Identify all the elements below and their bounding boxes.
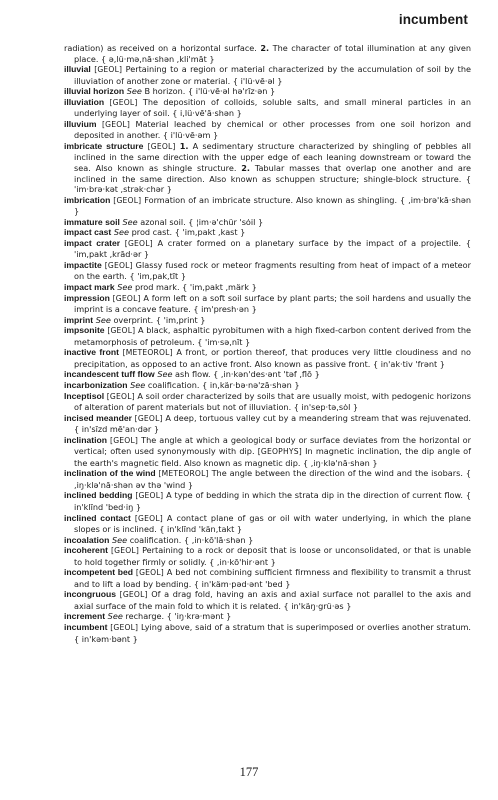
dictionary-entry — [64, 468, 471, 490]
entry-headword: inclination — [64, 434, 107, 445]
pronunciation: { 'im,print } — [155, 314, 206, 325]
pronunciation: { in'ak·tiv 'frənt } — [372, 358, 445, 369]
dictionary-entry — [64, 43, 471, 64]
entry-list — [64, 43, 471, 644]
definition-text: prod cast. — [129, 227, 175, 238]
dictionary-entry — [64, 315, 471, 326]
pronunciation: { 'im,pakt ,kast } — [174, 227, 246, 238]
subject-label: [GEOL] — [135, 568, 164, 578]
pronunciation: { 'im·brə·kət ,strək·chər } — [74, 173, 471, 195]
pronunciation: { 'im·sə,nīt } — [197, 336, 251, 347]
sense-number: 2. — [241, 163, 250, 174]
subject-label: [GEOL] — [134, 513, 163, 523]
definition-text: ash flow. — [172, 369, 214, 380]
pronunciation: { ,iŋ·klə'nā·shən } — [303, 457, 378, 468]
definition-text: Pertaining to a region or material characterized by the accumulation of soil by the illuviation of another zone or material. — [74, 64, 471, 86]
entry-headword: inactive front — [64, 347, 119, 358]
entry-headword: incongruous — [64, 589, 117, 600]
dictionary-entry — [64, 227, 471, 238]
entry-headword: impactite — [64, 259, 102, 270]
definition-text: A crater formed on a planetary surface by the impact of a projectile. — [152, 237, 466, 248]
definition-text: B horizon. — [141, 86, 188, 97]
entry-headword: incumbent — [64, 621, 108, 632]
definition-text: Tabular masses that overlap one another and are inclined in the same direction. Also known as schuppen structure; shingle-block structure. — [74, 163, 471, 184]
dictionary-entry — [64, 119, 471, 141]
pronunciation: { in'kəm·bənt } — [74, 633, 138, 644]
dictionary-entry — [64, 369, 471, 380]
definition-text: A front, or portion thereof, that produces very little cloudiness and no precipitation, as opposed to an active front. Also known as passive front. — [74, 347, 471, 369]
entry-headword: inclination of the wind — [64, 468, 156, 479]
definition-text: prod mark. — [132, 282, 183, 293]
subject-label: [GEOL] — [104, 260, 133, 270]
pronunciation: { in,kär·bə·nə'zā·shən } — [202, 379, 300, 390]
subject-label: [GEOL] — [134, 413, 163, 423]
definition-text: overprint. — [110, 314, 156, 325]
definition-text: A soil order characterized by soils that are usually moist, with pedogenic horizons of alteration of parent materials but not of illuviation. — [74, 390, 471, 413]
pronunciation: { in'käŋ·grü·əs } — [283, 600, 352, 611]
entry-headword: incoherent — [64, 545, 108, 556]
subject-label: [GEOL] — [124, 238, 153, 248]
dictionary-entry — [64, 513, 471, 535]
definition-text: radiation) as received on a horizontal surface. — [64, 43, 261, 53]
definition-text: azonal soil. — [137, 216, 189, 227]
definition-text: The deposition of colloids, soluble salts, and small mineral particles in an underlying layer of soil. — [74, 96, 471, 119]
definition-text: A bed not combining sufficient firmness and flexibility to transmit a thrust and to lift a load by bending. — [74, 567, 471, 589]
dictionary-entry — [64, 589, 471, 611]
subject-label: [GEOL] — [112, 293, 141, 303]
entry-headword: impsonite — [64, 325, 105, 336]
pronunciation: { ¦im·ə'chür 'sȯil } — [188, 216, 264, 227]
pronunciation: { i'lü·vē·əl hə'rīz·ən } — [187, 86, 276, 97]
pronunciation: { 'im,pak,tīt } — [129, 271, 186, 282]
dictionary-entry — [64, 535, 471, 546]
definition-text: A contact plane of gas or oil with water underlying, in which the plane slopes or is inclined. — [74, 512, 471, 535]
dictionary-entry — [64, 622, 471, 644]
dictionary-entry — [64, 611, 471, 622]
entry-headword: imbrication — [64, 194, 111, 205]
entry-headword: incoalation — [64, 534, 110, 545]
entry-headword: impact cast — [64, 227, 112, 238]
pronunciation: { ,im·brə'kā·shən } — [74, 194, 471, 217]
entry-headword: impact mark — [64, 282, 115, 293]
dictionary-entry — [64, 380, 471, 391]
subject-label: [GEOL] — [113, 195, 142, 205]
definition-text: Pertaining to a rock or deposit that is loose or unconsolidated, or that is unable to hold together firmly or solidly. — [74, 545, 471, 567]
pronunciation: { in'sep·tə,sȯl } — [293, 402, 359, 413]
pronunciation: { ,in·kō'lā·shən } — [183, 534, 254, 545]
pronunciation: { in'käm·pəd·ənt 'bed } — [193, 578, 291, 589]
dictionary-entry — [64, 141, 471, 195]
entry-headword: inclined bedding — [64, 490, 133, 501]
entry-headword: illuviation — [64, 96, 105, 107]
cross-reference-see: See — [130, 379, 146, 390]
entry-headword: imbricate structure — [64, 140, 144, 151]
pronunciation: { im'presh·ən } — [193, 304, 257, 315]
dictionary-entry — [64, 293, 471, 315]
subject-label: [METEOROL] — [158, 469, 209, 479]
subject-label: [METEOROL] — [122, 348, 173, 358]
subject-label: [GEOL] — [106, 391, 135, 401]
entry-headword: impression — [64, 292, 110, 303]
cross-reference-see: See — [107, 611, 123, 622]
definition-text: In magnetic inclination, the dip angle of the earth's magnetic field. Also known as magnetic dip. — [74, 446, 472, 468]
cross-reference-see: See — [95, 314, 111, 325]
subject-label: [GEOL] — [119, 590, 148, 600]
subject-label: [GEOL] — [109, 97, 138, 107]
subject-label: [GEOL] — [94, 65, 123, 75]
dictionary-entry — [64, 347, 471, 369]
cross-reference-see: See — [126, 86, 142, 97]
definition-text: Material leached by chemical or other processes from one soil horizon and deposited in another. — [74, 118, 471, 141]
cross-reference-see: See — [157, 369, 173, 380]
pronunciation: { ,iŋ·klə'nā·shən əv thə 'wind } — [74, 468, 471, 490]
dictionary-entry — [64, 217, 471, 228]
dictionary-entry — [64, 64, 471, 86]
cross-reference-see: See — [113, 227, 130, 238]
pronunciation: { i'lü·vē·əl } — [232, 75, 283, 86]
entry-headword: incarbonization — [64, 379, 128, 390]
entry-headword: increment — [64, 611, 106, 622]
dictionary-entry — [64, 545, 471, 567]
definition-text: The angle at which a geological body or surface deviates from the horizontal or vertical; often used synonymously with dip. — [74, 434, 471, 457]
entry-headword: impact crater — [64, 237, 121, 248]
running-head: incumbent — [398, 12, 468, 27]
definition-text: The angle between the direction of the wind and the isobars. — [208, 468, 466, 479]
pronunciation: { i,lü·vē'ā·shən } — [172, 108, 242, 119]
sense-number: 1. — [179, 140, 189, 151]
dictionary-entry — [64, 490, 471, 512]
entry-headword: illuvial — [64, 64, 91, 75]
entry-headword: incised meander — [64, 412, 132, 423]
pronunciation: { in'sīzd mē'an·dər } — [74, 424, 159, 435]
definition-text: recharge. — [122, 611, 167, 622]
definition-text: Lying above, said of a stratum that is superimposed or overlies another stratum. — [138, 621, 471, 632]
subject-label: [GEOL] — [107, 326, 136, 336]
definition-text: A black, asphaltic pyrobitumen with a high fixed-carbon content derived from the metamorphosis of petroleum. — [74, 325, 471, 347]
subject-label: [GEOL] — [147, 141, 176, 151]
dictionary-entry — [64, 86, 471, 97]
entry-headword: illuvium — [64, 118, 97, 129]
pronunciation: { 'im,pakt ,krād·ər } — [74, 237, 471, 260]
dictionary-entry — [64, 413, 471, 435]
entry-headword: immature soil — [64, 216, 120, 227]
pronunciation: { 'im,pakt ,märk } — [182, 282, 257, 293]
dictionary-entry — [64, 195, 471, 217]
definition-text: Formation of an imbricate structure. Also known as shingling. — [141, 194, 400, 205]
entry-headword: incandescent tuff flow — [64, 369, 155, 380]
entry-headword: Inceptisol — [64, 390, 105, 401]
pronunciation: { ,in·kən'des·ənt 'təf ,flō } — [213, 369, 320, 380]
definition-text: A type of bedding in which the strata dip in the direction of current flow. — [163, 490, 466, 501]
definition-text: A sedimentary structure characterized by shingling of pebbles all inclined in the same direction with the upper edge of each leaning downstream or toward the sea. Also known as shingle structure. — [74, 140, 471, 174]
cross-reference-see: See — [122, 216, 138, 227]
dictionary-entry — [64, 282, 471, 293]
pronunciation: { 'iŋ·krə·mənt } — [166, 611, 232, 622]
subject-label: [GEOL] — [101, 119, 130, 129]
dictionary-entry — [64, 567, 471, 589]
pronunciation: { ,in·kō'hir·ənt } — [209, 556, 276, 567]
subject-label: [GEOPHYS] — [257, 447, 302, 457]
dictionary-entry — [64, 435, 471, 469]
dictionary-entry — [64, 391, 471, 413]
subject-label: [GEOL] — [135, 491, 164, 501]
definition-text: coalification. — [127, 534, 184, 545]
entry-headword: illuvial horizon — [64, 86, 125, 97]
entry-headword: incompetent bed — [64, 567, 134, 578]
pronunciation: { in'klīnd 'bed·iŋ } — [74, 490, 471, 512]
dictionary-entry — [64, 97, 471, 119]
definition-text: The character of total illumination at any given place. — [74, 43, 471, 64]
pronunciation: { in'klīnd 'kän,takt } — [159, 524, 243, 535]
pronunciation: { i'lü·vē·əm } — [162, 130, 219, 141]
entry-headword: inclined contact — [64, 512, 131, 523]
definition-text: Glassy fused rock or meteor fragments resulting from heat of impact of a meteor on the earth. — [74, 259, 471, 282]
cross-reference-see: See — [117, 282, 133, 293]
sense-number: 2. — [260, 43, 270, 53]
subject-label: [GEOL] — [110, 622, 139, 632]
dictionary-entry — [64, 260, 471, 282]
definition-text: coalification. — [145, 379, 203, 390]
pronunciation: { ə,lü·mə,nā·shən ,kli'māt } — [101, 53, 215, 64]
page-number: 177 — [239, 765, 259, 779]
subject-label: [GEOL] — [111, 546, 140, 556]
definition-text: A deep, tortuous valley cut by a meandering stream that was rejuvenated. — [162, 412, 471, 423]
definition-text: A form left on a soft soil surface by plant parts; the soil hardens and usually the imprint is a concave feature. — [74, 292, 471, 315]
subject-label: [GEOL] — [110, 435, 139, 445]
dictionary-entry — [64, 238, 471, 260]
entry-headword: imprint — [64, 314, 94, 325]
dictionary-entry — [64, 325, 471, 347]
definition-text: Of a drag fold, having an axis and axial surface not parallel to the axis and axial surface of the main fold to which it is related. — [74, 589, 471, 611]
cross-reference-see: See — [111, 534, 128, 545]
